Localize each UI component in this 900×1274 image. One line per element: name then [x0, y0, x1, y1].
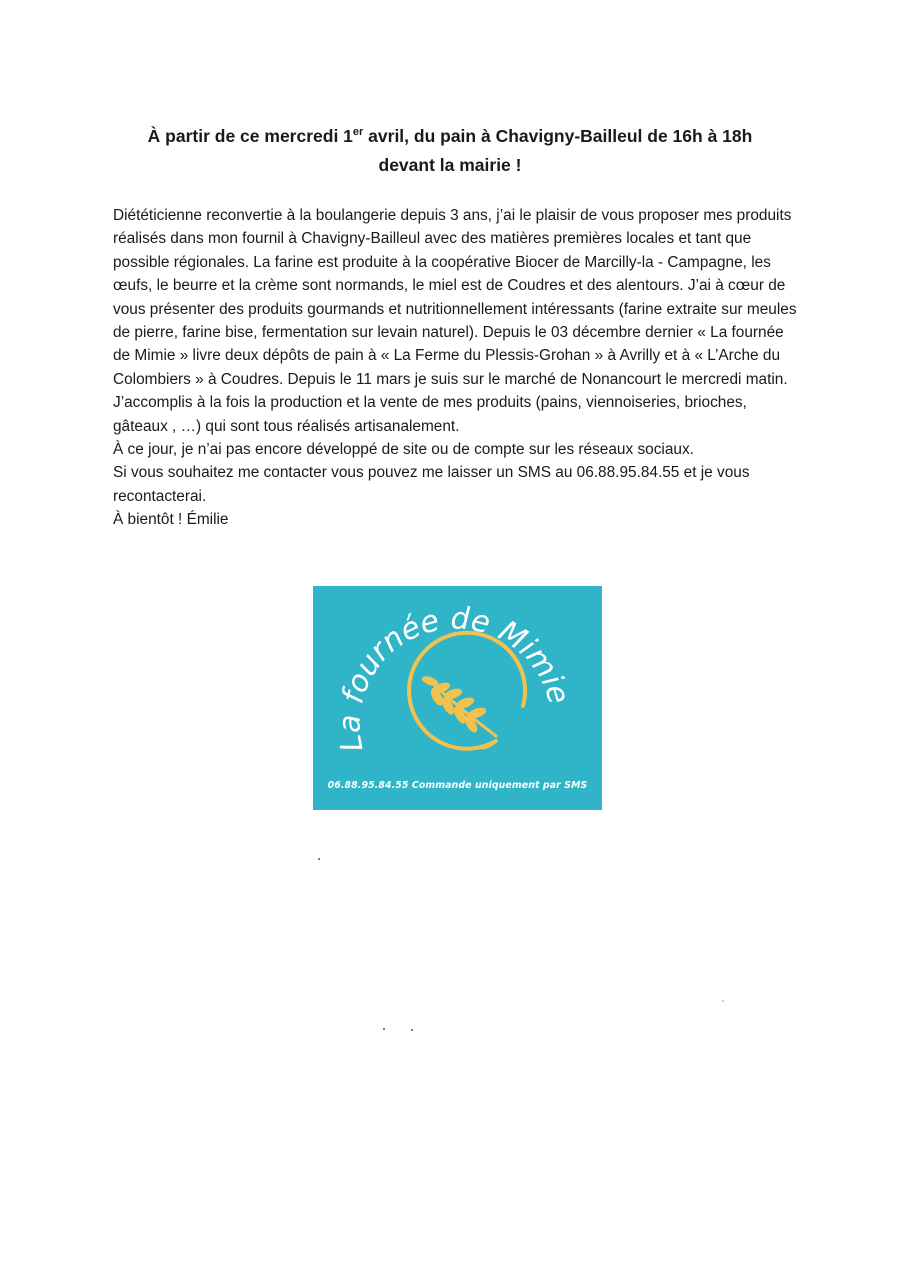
wheat-icon — [421, 675, 496, 736]
bakery-logo — [313, 586, 602, 810]
paragraph-intro: Diététicienne reconvertie à la boulangerie depuis 3 ans, j’ai le plaisir de vous proposer mes produits réalisés dans mon fournil à Chavigny-Bailleul avec des matières premières locales et tant que possible régionales. La farine est produite à la coopérative Biocer de Marcilly-la - Campagne, les œufs, le beurre et la crème sont normands, le miel est de Coudres et des alentours. J’ai à cœur de vous présenter des produits gourmands et nutritionnellement intéressants (farine extraite sur meules de pierre, farine bise, fermentation sur levain naturel). Depuis le 03 décembre dernier « La fournée de Mimie » livre deux dépôts de pain à « La Ferme du Plessis-Grohan » à Avrilly et à « L’Arche du Colombiers » à Coudres. Depuis le 11 mars je suis sur le marché de Nonancourt le mercredi matin. — [113, 207, 797, 388]
paragraph-social: À ce jour, je n’ai pas encore développé de site ou de compte sur les réseaux sociaux. — [113, 441, 694, 459]
ring-tail — [481, 741, 496, 748]
title-line-2: devant la mairie ! — [378, 155, 522, 175]
paragraph-signature: À bientôt ! Émilie — [113, 511, 229, 529]
title-superscript: er — [352, 126, 364, 139]
scan-speck — [411, 1029, 413, 1031]
logo-arc-text: La fournée de Mimie — [332, 601, 577, 755]
paragraph-contact: Si vous souhaitez me contacter vous pouvez me laisser un SMS au 06.88.95.84.55 et je vous recontacterai. — [113, 464, 750, 505]
logo-footer-text: 06.88.95.84.55 Commande uniquement par SMS — [327, 780, 588, 791]
scan-speck — [722, 1000, 724, 1002]
page-title — [100, 122, 800, 180]
paragraph-production: J’accomplis à la fois la production et la vente de mes produits (pains, viennoiseries, brioches, gâteaux , …) qui sont tous réalisés artisanalement. — [113, 394, 747, 435]
title-part-2: avril, du pain à Chavigny-Bailleul de 16h à 18h — [363, 126, 753, 146]
title-part-1: À partir de ce mercredi 1 — [147, 126, 353, 146]
logo-graphic — [313, 586, 602, 810]
body-text — [113, 204, 799, 532]
scan-speck — [383, 1028, 385, 1030]
scan-speck — [318, 858, 320, 860]
